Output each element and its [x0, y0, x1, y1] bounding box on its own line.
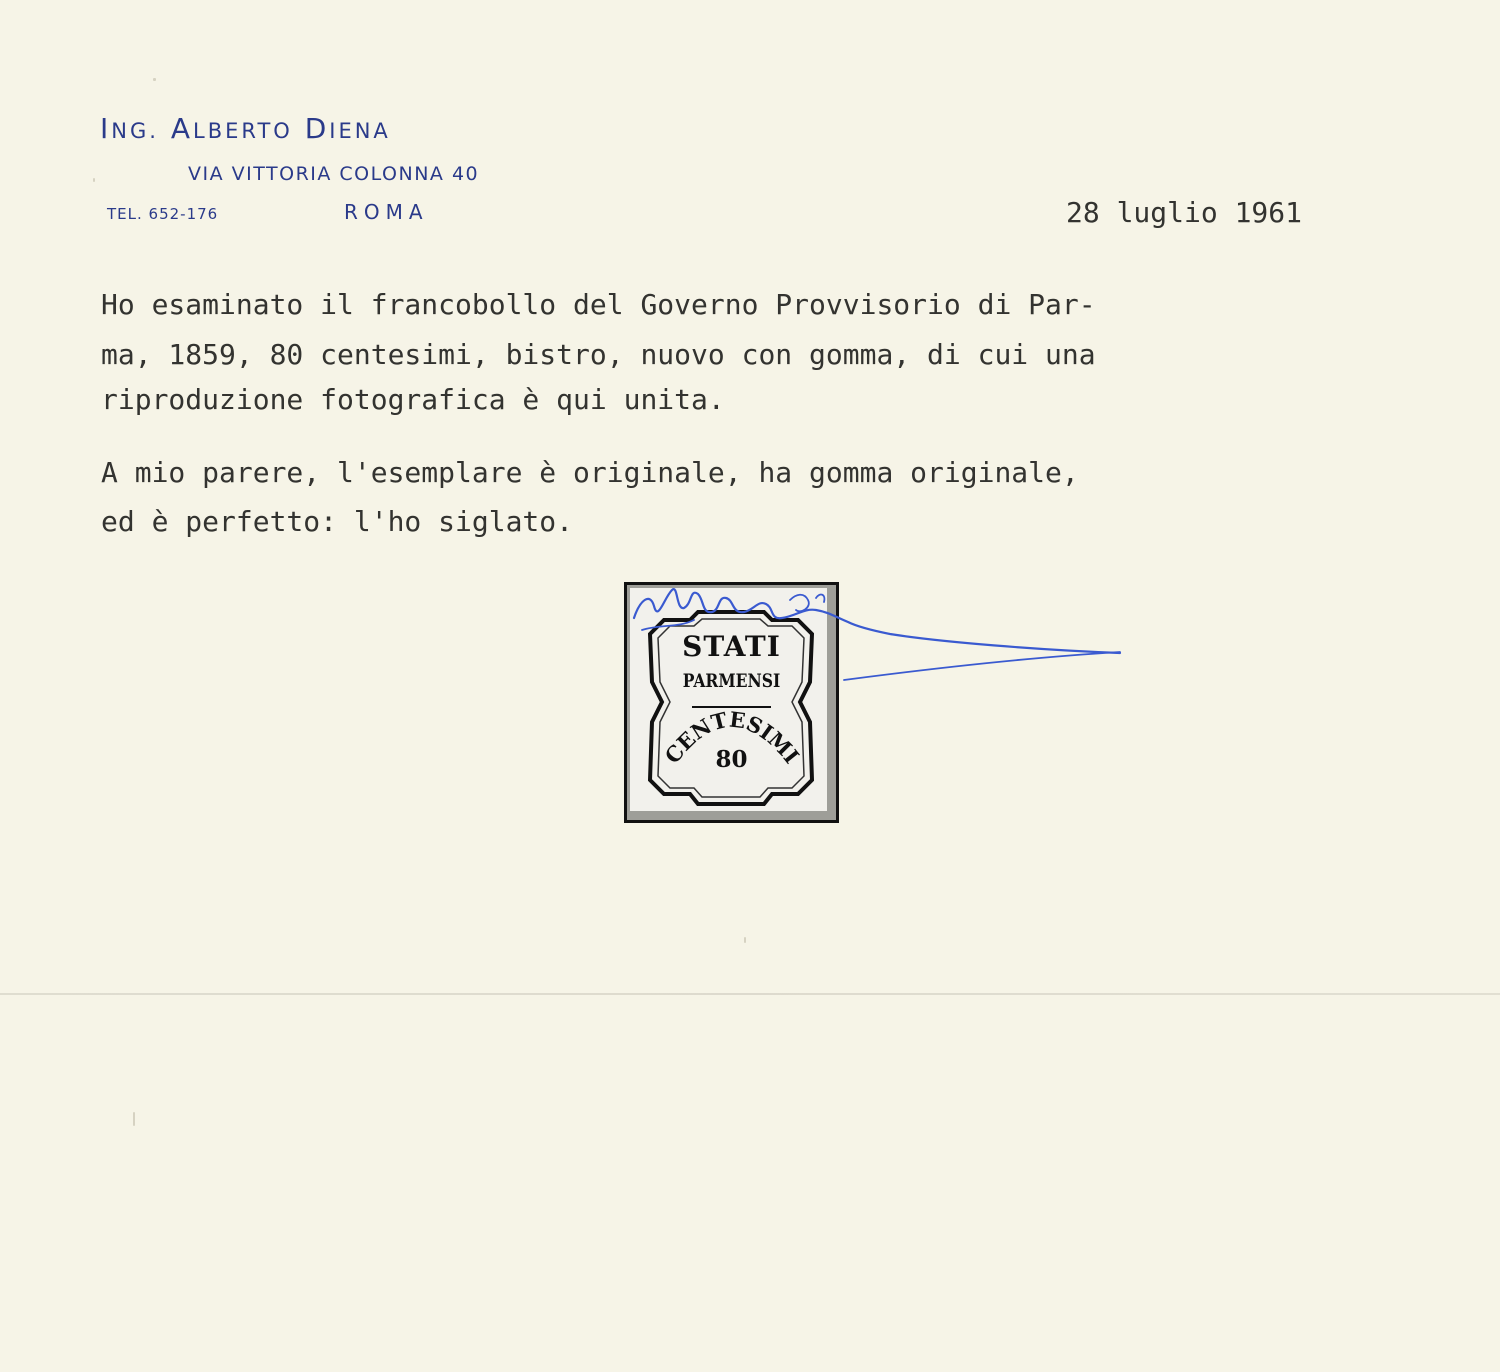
stamp-centesimi-label: CENTESIMI — [659, 706, 805, 769]
body-line: ma, 1859, 80 centesimi, bistro, nuovo con gomma, di cui una — [101, 338, 1096, 371]
paper-speck — [744, 937, 746, 943]
stamp-stati-label: STATI — [682, 630, 781, 663]
body-line: A mio parere, l'esemplare è originale, ha gomma originale, — [101, 456, 1079, 489]
stamp-value-label: 80 — [715, 746, 748, 773]
letterhead-city: ROMA — [344, 200, 429, 224]
letterhead-telephone: TEL. 652-176 — [107, 205, 219, 223]
letterhead-street: VIA VITTORIA COLONNA 40 — [188, 163, 480, 185]
paper-speck — [153, 78, 156, 81]
signature-mark — [620, 570, 1140, 690]
body-line: riproduzione fotografica è qui unita. — [101, 383, 725, 416]
stamp-parmensi-label: PARMENSI — [682, 670, 781, 692]
paper-fold-line — [0, 993, 1500, 995]
paper-speck — [93, 178, 95, 182]
letterhead-name: ING. ALBERTO DIENA — [100, 112, 391, 145]
document-date: 28 luglio 1961 — [1066, 196, 1303, 229]
body-line: Ho esaminato il francobollo del Governo Provvisorio di Par- — [101, 288, 1096, 321]
body-line: ed è perfetto: l'ho siglato. — [101, 505, 574, 538]
paper-speck — [133, 1112, 135, 1126]
